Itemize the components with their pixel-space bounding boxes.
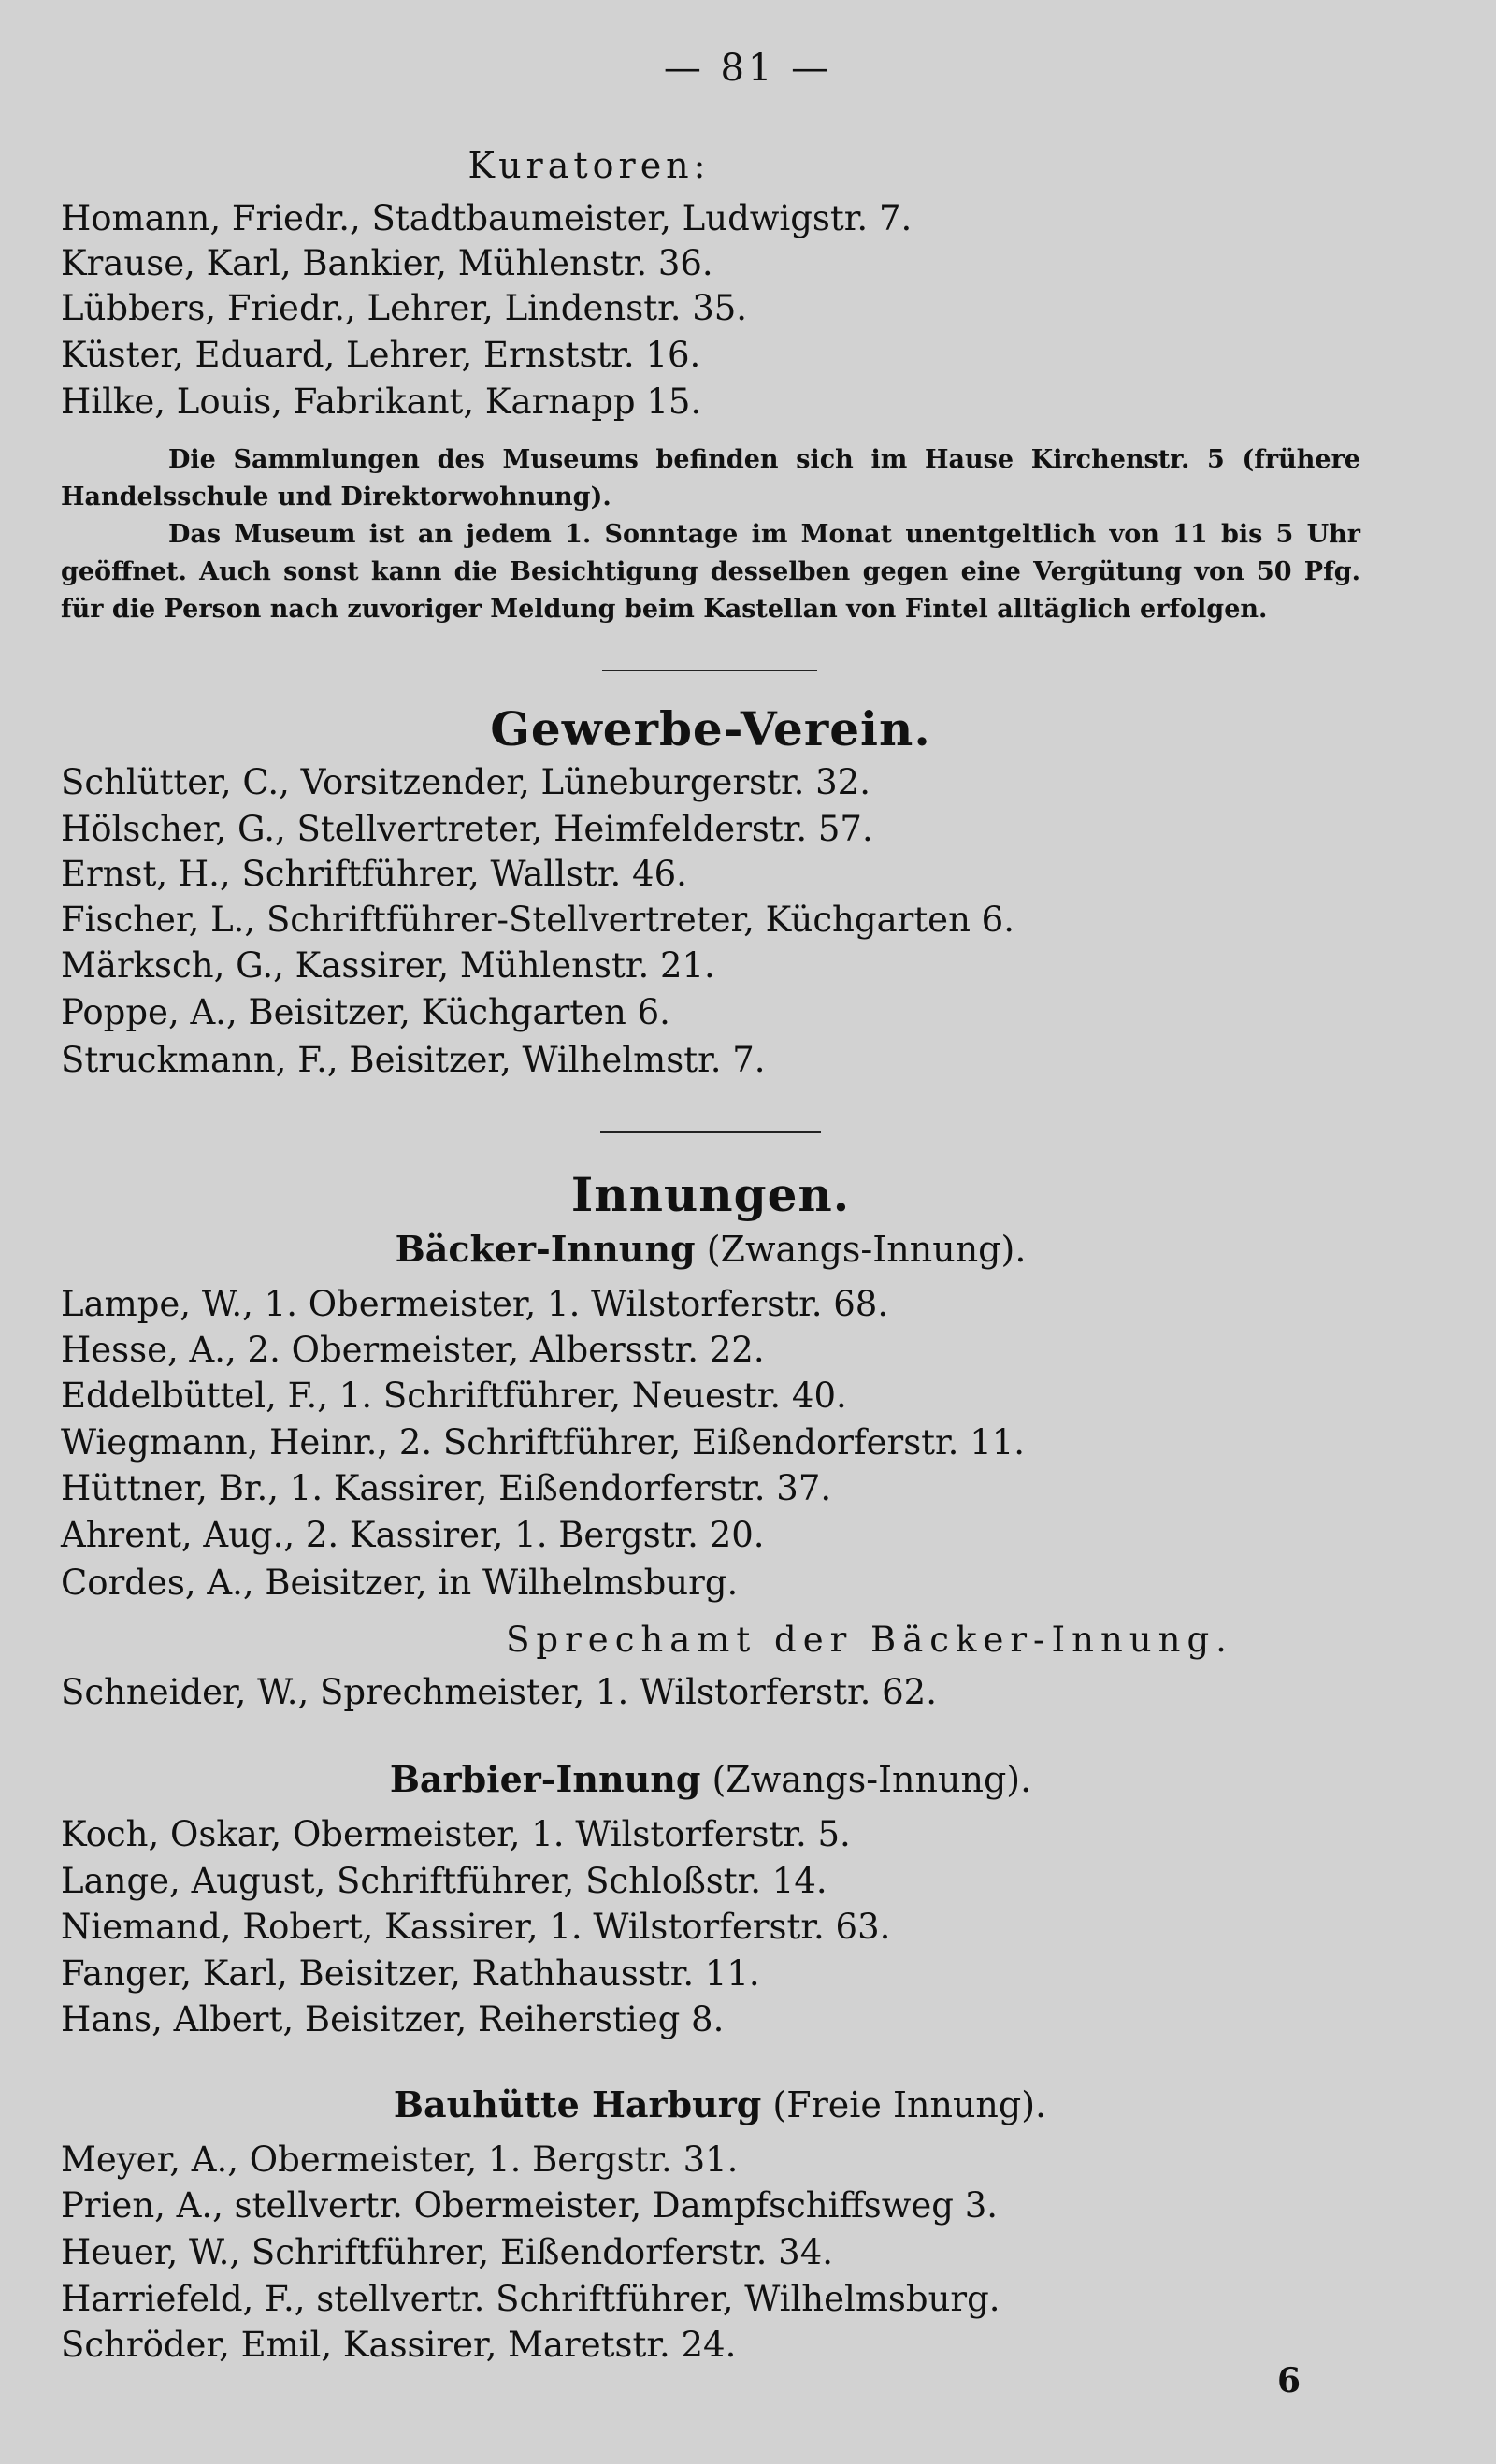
list-item: Hölscher, G., Stellvertreter, Heimfelderstr. 57. bbox=[61, 809, 873, 849]
page-number: — 81 — bbox=[663, 47, 833, 90]
guild-name: Bauhütte Harburg bbox=[393, 2083, 762, 2125]
list-item: Krause, Karl, Bankier, Mühlenstr. 36. bbox=[61, 243, 713, 283]
list-item: Ahrent, Aug., 2. Kassirer, 1. Bergstr. 20. bbox=[61, 1515, 765, 1555]
museum-notes bbox=[61, 441, 1360, 628]
list-item: Koch, Oskar, Obermeister, 1. Wilstorferstr. 5. bbox=[61, 1814, 851, 1854]
guild-type: (Zwangs-Innung). bbox=[695, 1229, 1027, 1270]
list-item: Harriefeld, F., stellvertr. Schriftführer, Wilhelmsburg. bbox=[61, 2279, 1000, 2319]
list-item: Meyer, A., Obermeister, 1. Bergstr. 31. bbox=[61, 2140, 739, 2180]
divider bbox=[602, 670, 817, 671]
list-item: Cordes, A., Beisitzer, in Wilhelmsburg. bbox=[61, 1563, 739, 1603]
barbier-innung-title bbox=[0, 1758, 1459, 1800]
list-item: Lange, August, Schriftführer, Schloßstr. 14. bbox=[61, 1861, 827, 1901]
baecker-innung-title bbox=[0, 1228, 1459, 1270]
list-item: Eddelbüttel, F., 1. Schriftführer, Neuestr. 40. bbox=[61, 1376, 847, 1416]
gewerbe-heading: Gewerbe-Verein. bbox=[490, 701, 931, 756]
list-item: Schlütter, C., Vorsitzender, Lüneburgerstr. 32. bbox=[61, 762, 870, 802]
list-item: Fischer, L., Schriftführer-Stellvertreter, Küchgarten 6. bbox=[61, 900, 1014, 940]
guild-name: Bäcker-Innung bbox=[395, 1228, 696, 1270]
list-item: Homann, Friedr., Stadtbaumeister, Ludwigstr. 7. bbox=[61, 198, 913, 238]
list-item: Hilke, Louis, Fabrikant, Karnapp 15. bbox=[61, 382, 702, 422]
printer-signature: 6 bbox=[1277, 2361, 1302, 2400]
list-item: Märksch, G., Kassirer, Mühlenstr. 21. bbox=[61, 945, 715, 986]
list-item: Wiegmann, Heinr., 2. Schriftführer, Eißendorferstr. 11. bbox=[61, 1422, 1026, 1463]
note-paragraph: Die Sammlungen des Museums befinden sich im Hause Kirchenstr. 5 (frühere Handelsschule und Direktorwohnung). bbox=[61, 445, 1360, 512]
list-item: Küster, Eduard, Lehrer, Ernststr. 16. bbox=[61, 335, 701, 375]
sprechamt-heading: Sprechamt der Bäcker-Innung. bbox=[506, 1620, 1233, 1660]
note-paragraph: Das Museum ist an jedem 1. Sonntage im Monat unentgeltlich von 11 bis 5 Uhr geöffnet. Auch sonst kann die Besichtigung desselben gegen eine Vergütung von 50 Pfg. für die Person nach zuvoriger Meldung beim Kastellan von Fintel alltäglich erfolgen. bbox=[61, 520, 1360, 624]
list-item: Hans, Albert, Beisitzer, Reiherstieg 8. bbox=[61, 1999, 725, 2039]
curators-heading: Kuratoren: bbox=[468, 145, 711, 186]
list-item: Schneider, W., Sprechmeister, 1. Wilstorferstr. 62. bbox=[61, 1672, 937, 1712]
list-item: Hüttner, Br., 1. Kassirer, Eißendorferstr. 37. bbox=[61, 1468, 832, 1508]
divider bbox=[600, 1131, 821, 1133]
list-item: Lampe, W., 1. Obermeister, 1. Wilstorferstr. 68. bbox=[61, 1284, 889, 1324]
list-item: Schröder, Emil, Kassirer, Maretstr. 24. bbox=[61, 2325, 737, 2365]
guild-type: (Freie Innung). bbox=[761, 2084, 1047, 2125]
list-item: Hesse, A., 2. Obermeister, Albersstr. 22. bbox=[61, 1330, 765, 1370]
list-item: Fanger, Karl, Beisitzer, Rathhausstr. 11. bbox=[61, 1953, 760, 1994]
list-item: Poppe, A., Beisitzer, Küchgarten 6. bbox=[61, 992, 670, 1032]
list-item: Ernst, H., Schriftführer, Wallstr. 46. bbox=[61, 854, 687, 894]
list-item: Struckmann, F., Beisitzer, Wilhelmstr. 7. bbox=[61, 1040, 766, 1080]
innungen-heading: Innungen. bbox=[570, 1167, 851, 1222]
list-item: Heuer, W., Schriftführer, Eißendorferstr. 34. bbox=[61, 2232, 833, 2272]
guild-name: Barbier-Innung bbox=[389, 1758, 701, 1800]
list-item: Lübbers, Friedr., Lehrer, Lindenstr. 35. bbox=[61, 288, 748, 328]
guild-type: (Zwangs-Innung). bbox=[700, 1759, 1032, 1800]
list-item: Prien, A., stellvertr. Obermeister, Dampfschiffsweg 3. bbox=[61, 2185, 999, 2226]
bauhuette-title bbox=[0, 2083, 1468, 2125]
list-item: Niemand, Robert, Kassirer, 1. Wilstorferstr. 63. bbox=[61, 1907, 891, 1947]
